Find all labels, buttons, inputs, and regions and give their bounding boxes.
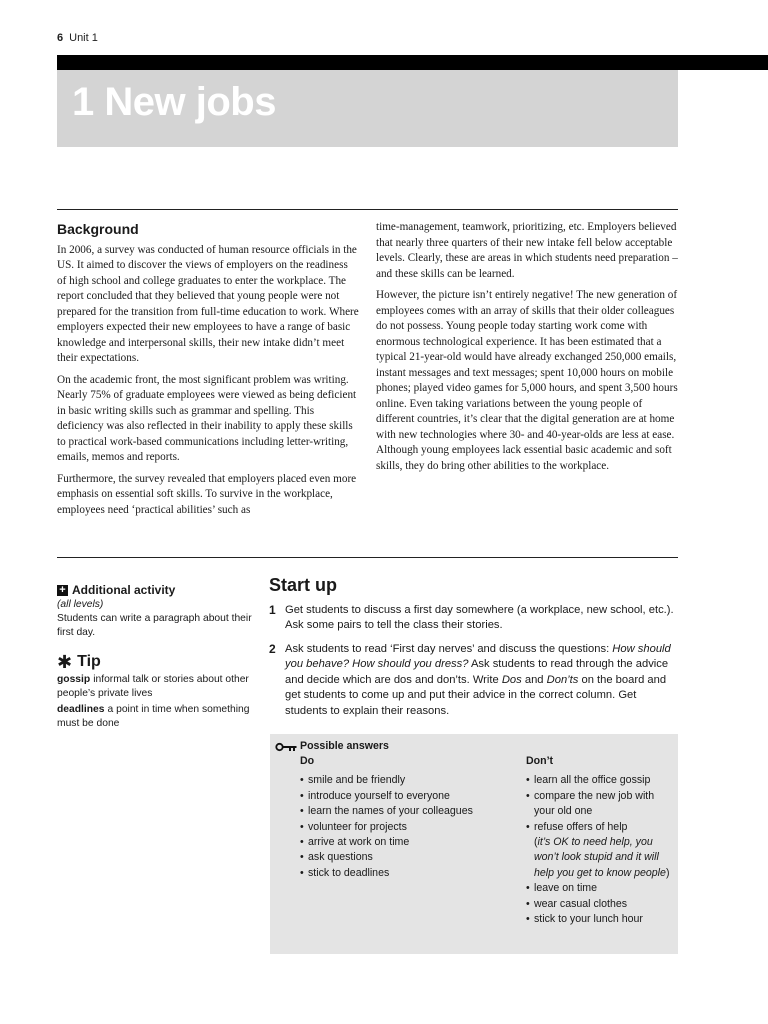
glossary-definition: a point in time when something must be done xyxy=(57,704,250,729)
dont-heading: Don’t xyxy=(526,755,554,767)
black-bar xyxy=(57,55,768,70)
page-number: 6 xyxy=(57,32,64,44)
background-right-column xyxy=(376,220,679,480)
do-item: • smile and be friendly xyxy=(300,773,520,788)
do-item: • volunteer for projects xyxy=(300,820,520,835)
asterisk-icon: ✱ xyxy=(57,652,73,672)
item-text: Ask students to read ‘First day nerves’ and discuss the questions: How should you behave? How should you dress? Ask students to read through the advice and decide which are dos and don’ts. Write Dos and Don’ts on the board and get students to come up and put their advice in the correct column. Get students to explain their reasons. xyxy=(285,642,671,717)
unit-label: Unit 1 xyxy=(69,32,98,44)
key-icon xyxy=(275,742,297,752)
do-item: • ask questions xyxy=(300,850,520,865)
start-up-heading: Start up xyxy=(269,575,338,595)
tip-heading: ✱ Tip xyxy=(57,652,101,672)
do-item: • arrive at work on time xyxy=(300,835,520,850)
dont-note: it’s OK to need help, you won’t look stupid and it will help you get to know people xyxy=(534,836,666,879)
item-number: 2 xyxy=(269,641,276,656)
background-paragraph: In 2006, a survey was conducted of human resource officials in the US. It aimed to discover the views of employers on the readiness of high school and college graduates to enter the workplace. The report concluded that they believed that young people were not prepared for the transition from full-time education to work. Where employers expected their new employees to have a range of basic knowledge and interpersonal skills, their new intake didn’t meet their expectations. xyxy=(57,243,359,364)
do-item: • stick to deadlines xyxy=(300,866,520,881)
instruction-item xyxy=(269,642,681,720)
page-title: 1 New jobs xyxy=(72,80,276,124)
instruction-item xyxy=(269,603,681,634)
item-text: Get students to discuss a first day somewhere (a workplace, new school, etc.). Ask some pairs to tell the class their stories. xyxy=(285,603,674,631)
divider-bottom xyxy=(57,557,678,558)
background-paragraph: On the academic front, the most significant problem was writing. Nearly 75% of graduate employees were viewed as being deficient in basic writing skills such as grammar and spelling. This deficiency was also reflected in their inability to apply these skills to practical work-based communications including letter-writing, emails, memos and reports. xyxy=(57,373,357,463)
dont-item: • refuse offers of help (it’s OK to need help, you won’t look stupid and it will help you get to know people) xyxy=(526,820,676,882)
background-paragraph: However, the picture isn’t entirely negative! The new generation of employees comes with an array of skills that their older colleagues do not possess. Young people today starting work come with enormous technological experience. It has been estimated that a typical 21-year-old would have already exchanged 250,000 emails, instant messages and text messages; spent 10,000 hours on mobile phones; played video games for 5,000 hours, and spent 3,500 hours online. Even taking variations between the young people of different countries, it’s clear that the digital generation are at home with new technologies where 30- and 40-year-olds are less at ease. Although young employees lack essential basic academic and soft skills, they do bring other abilities to the workplace. xyxy=(376,289,678,472)
start-up-section xyxy=(269,575,681,727)
glossary-term: deadlines xyxy=(57,704,105,715)
do-item: • introduce yourself to everyone xyxy=(300,789,520,804)
dont-item: • stick to your lunch hour xyxy=(526,912,676,927)
plus-box-icon: + xyxy=(57,585,68,596)
dont-item: • learn all the office gossip xyxy=(526,773,676,788)
item-number: 1 xyxy=(269,602,276,617)
dont-item: • wear casual clothes xyxy=(526,897,676,912)
dont-item: • leave on time xyxy=(526,881,676,896)
glossary-item xyxy=(57,703,252,731)
do-heading: Do xyxy=(300,755,315,767)
background-heading: Background xyxy=(57,221,139,237)
dont-column xyxy=(526,754,676,927)
title-band xyxy=(57,70,678,147)
sidebar xyxy=(57,583,252,733)
possible-answers-title: Possible answers xyxy=(300,740,389,752)
background-left-column xyxy=(57,222,359,524)
do-item: • learn the names of your colleagues xyxy=(300,804,520,819)
additional-activity-heading: + Additional activity xyxy=(57,583,252,597)
divider-top xyxy=(57,209,678,210)
do-column xyxy=(300,754,520,881)
glossary-item xyxy=(57,673,252,701)
glossary-definition: informal talk or stories about other people’s private lives xyxy=(57,674,249,699)
background-paragraph: time-management, teamwork, prioritizing, etc. Employers believed that nearly three quarters of their new intake fell below acceptable levels. Clearly, these are areas in which students need preparation – and these skills can be learned. xyxy=(376,221,678,280)
background-paragraph: Furthermore, the survey revealed that employers placed even more emphasis on essential soft skills. To survive in the workplace, employees need ‘practical abilities’ such as xyxy=(57,472,357,516)
possible-answers-box xyxy=(270,734,678,954)
running-header xyxy=(57,32,98,44)
activity-text: Students can write a paragraph about their first day. xyxy=(57,613,252,638)
glossary-term: gossip xyxy=(57,674,91,685)
activity-level: (all levels) xyxy=(57,599,104,610)
dont-item: • compare the new job with your old one xyxy=(526,789,676,820)
